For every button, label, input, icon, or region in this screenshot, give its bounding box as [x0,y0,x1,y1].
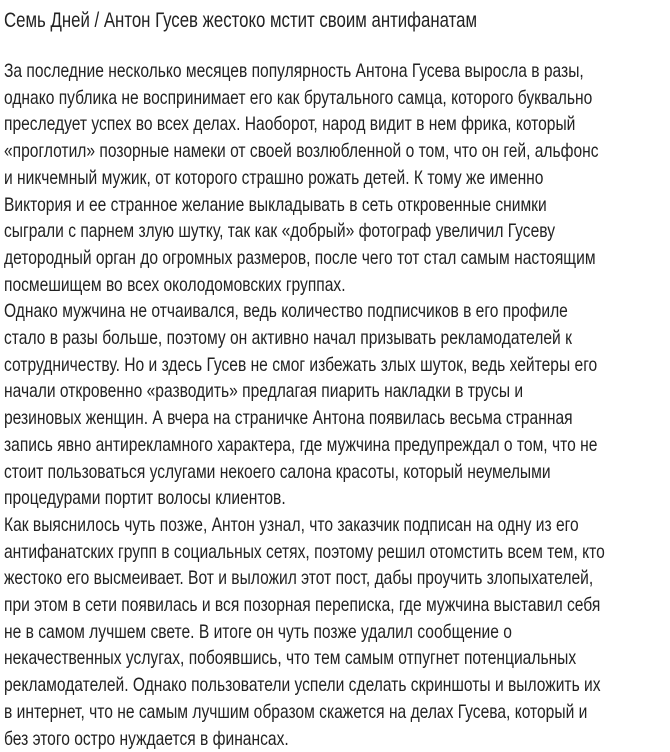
paragraph-1 [4,58,670,298]
text-line: Виктория и ее странное желание выкладывать в сеть откровенные снимки [4,193,547,216]
text-line: детородный орган до огромных размеров, после чего тот стал самым настоящим [4,246,596,269]
paragraph-3 [4,512,670,752]
text-line: без этого остро нуждается в финансах. [4,727,289,750]
text-line: не в самом лучшем свете. В итоге он чуть позже удалил сообщение о [4,620,512,643]
article-title: Семь Дней / Антон Гусев жестоко мстит своим антифанатам [4,9,478,32]
text-line: в интернет, что не самым лучшим образом скажется на делах Гусева, который и [4,700,588,723]
text-line: Как выяснилось чуть позже, Антон узнал, что заказчик подписан на одну из его [4,513,579,536]
text-line: «проглотил» позорные намеки от своей возлюбленной о том, что он гей, альфонс [4,140,599,163]
text-line: при этом в сети появилась и вся позорная переписка, где мужчина выставил себя [4,594,601,617]
text-line: стоит пользоваться услугами некоего салона красоты, который неумелыми [4,460,551,483]
text-line: стало в разы больше, поэтому он активно начал призывать рекламодателей к [4,327,572,350]
text-line: жестоко его высмеивает. Вот и выложил этот пост, дабы проучить злопыхателей, [4,567,594,590]
text-line: сотрудничеству. Но и здесь Гусев не смог избежать злых шуток, ведь хейтеры его [4,353,598,376]
text-line: запись явно антирекламного характера, где мужчина предупреждал о том, что не [4,433,598,456]
text-line: начали откровенно «разводить» предлагая пиарить накладки в трусы и [4,380,524,403]
text-line: однако публика не воспринимает его как брутального самца, которого буквально [4,86,593,109]
text-line: преследует успех во всех делах. Наоборот, народ видит в нем фрика, который [4,113,576,136]
text-line: резиновых женщин. А вчера на страничке Антона появилась весьма странная [4,407,573,430]
text-line: процедурами портит волосы клиентов. [4,487,286,510]
text-line: Однако мужчина не отчаивался, ведь количество подписчиков в его профиле [4,300,568,323]
text-line: рекламодателей. Однако пользователи успели сделать скриншоты и выложить их [4,674,601,697]
text-line: посмешищем во всех околодомовских группах. [4,273,346,296]
text-line: За последние несколько месяцев популярность Антона Гусева выросла в разы, [4,60,584,82]
article-body [4,58,670,752]
text-line: и никчемный мужик, от которого страшно рожать детей. К тому же именно [4,166,544,189]
text-line: антифанатских групп в социальных сетях, поэтому решил отомстить всем тем, кто [4,540,605,563]
text-line: сыграли с парнем злую шутку, так как «добрый» фотограф увеличил Гусеву [4,220,556,243]
paragraph-2 [4,298,670,512]
text-line: некачественных услугах, побоявшись, что тем самым отпугнет потенциальных [4,647,577,670]
article [4,0,670,752]
